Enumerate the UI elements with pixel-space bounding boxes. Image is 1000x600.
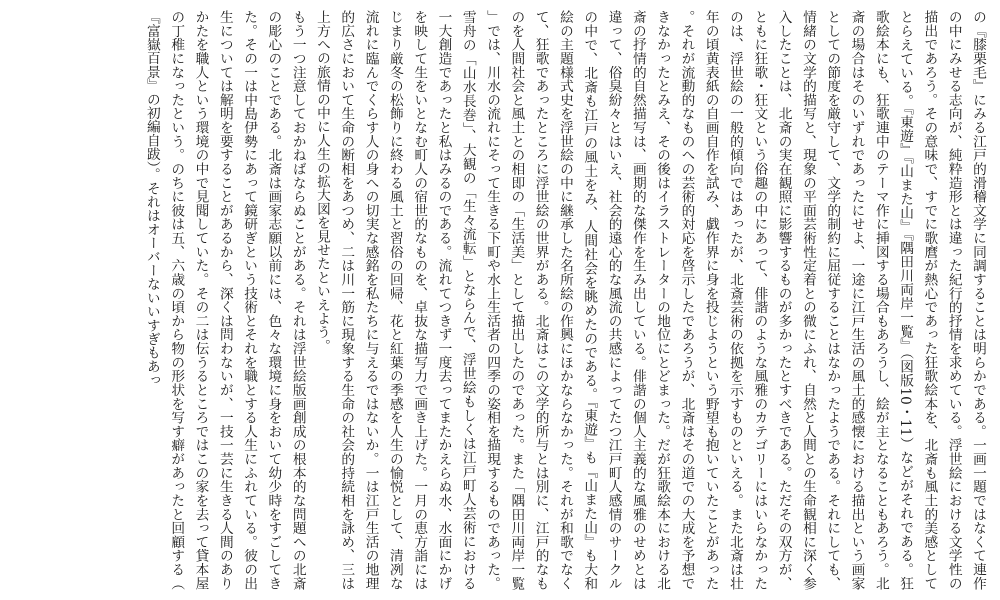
paragraph-2: もう一つ注意しておかねばならぬことがある。それは浮世絵版画創成の根本的な問題への北斎の彫心のことである。北斎は画家志願以前には、色々な環境に身をおいて幼少時をすごしてきた。その一は中島伊勢にあって鏡研ぎという技術とそれを職とする人生にふれている。彼の出生については解明を要することがあるから、深くは問わないが、一技一芸に生きる人間のありかたを職人という環境の中で見聞していた。その二は伝うるところではこの家を去って貸本屋の丁稚になったという。のちに彼は五、六歳の頃から物の形状を写す癖があったと回顧する（『富嶽百景』の初編自跋）。それはオーバーないいすぎもあっ — [143, 10, 306, 590]
paragraph-1: の『膝栗毛』にみる江戸的滑稽文学に同調することは明らかである。一画一題ではなくて連作の中にみせる志向が、純粋造形とは違った紀行的抒情を求めている。浮世絵における文学性の描出であろう。その意味で、すでに歌麿が熱心であった狂歌絵本を、北斎も風土的美感としてとらえている。『東遊』『山また山』『隅田川両岸一覧』（図版10・11）などがそれである。狂歌絵本にも、狂歌連中のテーマ作に挿図する場合もあろうし、絵が主となることもあろう。北斎の場合はそのいずれであったにせよ、一途に江戸生活の風土的感懐における描出という画家としての節度を厳守して、文学的制約に屈従することはなかったようである。それにしても、情緒の文学的描写と、現象の平面芸術性定着との微にふれ、自然と人間との生命観相に深く参入したことは、北斎の実在観照に影響するものが多かったとすべきである。ただその双方が、ともに狂歌・狂文という俗趣の中にあって、俳諧のような風雅のカテゴリーにはいらなかったのは、浮世絵の一般的傾向ではあったが、北斎芸術の依拠を示すものといえる。また北斎は壮年の頃黄表紙の自画自作を試み、戯作界に身を投じようという野望も抱いていたことがあった。それが流動的なものへの芸術的対応を啓示したであろうが、北斎はその道での大成を予想できなかったとみえ、その後はイラストレーターの地位にとどまった。だが狂歌絵本における北斎の抒情的自然描写は、画期的な傑作を生み出している。俳諧の個人主義的な風雅のせめとは違って、俗臭紛々とはいえ、社会的遠心的な風流の共感によってたつ江戸町人感情のサークルの中で、北斎も江戸の風土をみ、人間社会を眺めたのである。『東遊』も『山また山』も大和絵の主題様式史を浮世絵の中に継承した名所絵の作興にほかならなかった。それが和歌でなくて、狂歌であったところに浮世絵の世界がある。北斎はこの文学的所与とは別に、江戸的なものを人間社会と風土との相即の「生活美」として描出したのであった。また「隅田川両岸一覧」では、川水の流れにそって生きる下町や水上生活者の四季の姿相を描現するものであった。雪舟の「山水長巻」、大観の「生々流転」とならんで、浮世絵もしくは江戸町人芸術における一大創造であったと私はみるのである。流れてつきず一度去ってまたかえらぬ水、水面にかげを映して生をいとなむ町人の宿世的なものを、卓抜な描写力で画き上げた。一月の恵方詣にはじまり厳冬の松飾りに終わる風土と習俗の回帰、花と紅葉の季感を人生の愉悦として、清冽な流れに臨んでくらす人の身への切実な感銘を私たちに与えるではないか。一は江戸生活の地理的広さにおいて生命の断相をあつめ、二は川一筋に現象する生命の社会的持続相を詠め、三は上方への旅情の中に人生の拡大図を見せたといえよう。 — [313, 10, 986, 590]
vertical-text-page — [10, 10, 990, 590]
